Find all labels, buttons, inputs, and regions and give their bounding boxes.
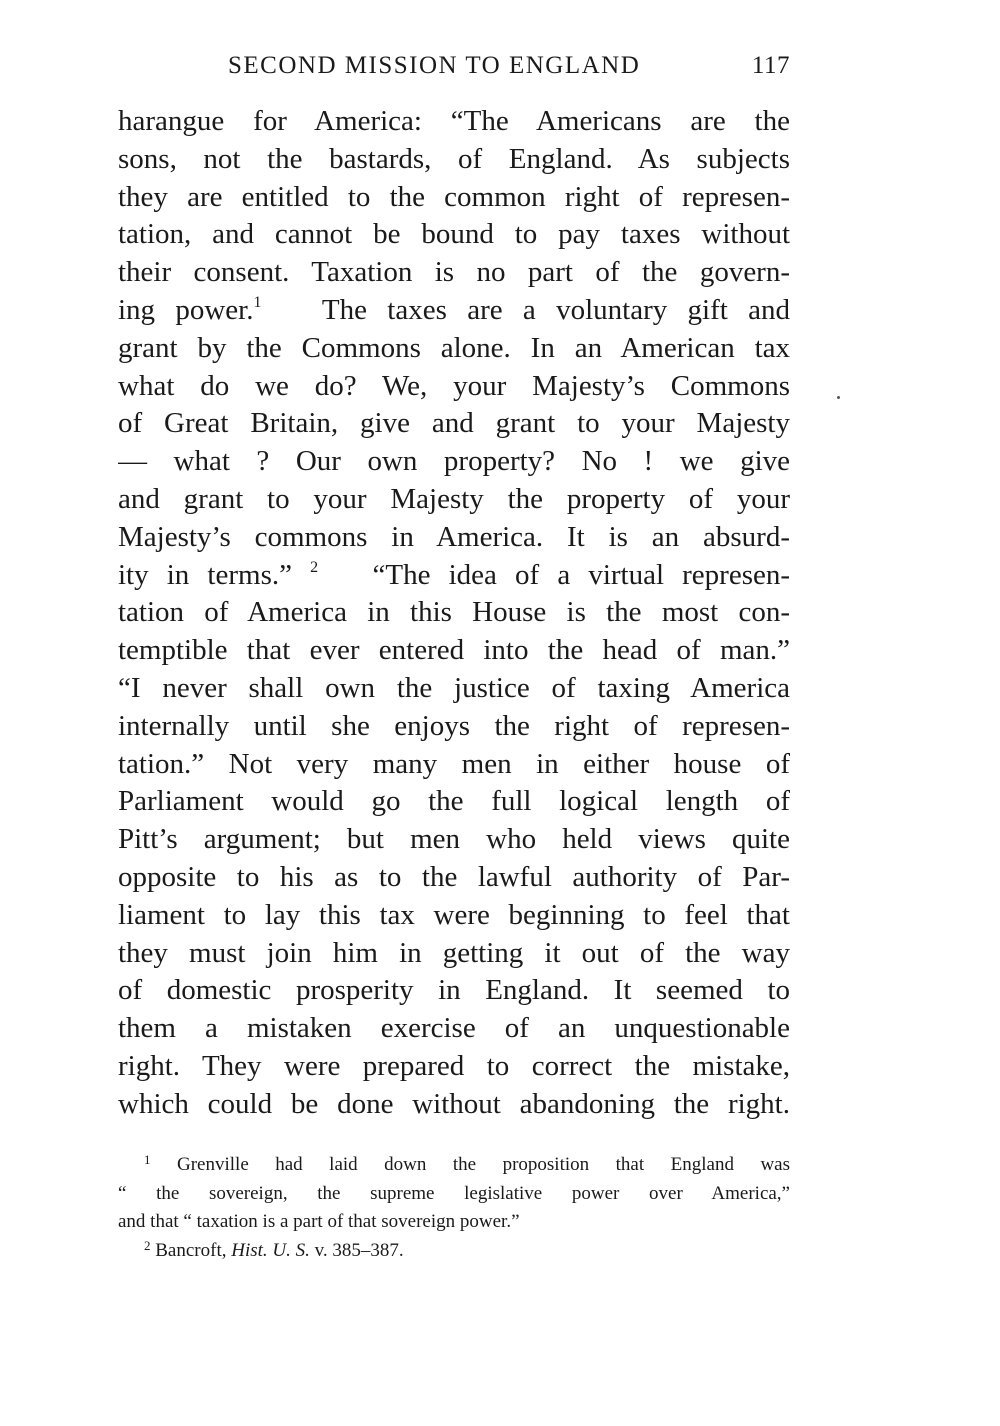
text-line: — what ? Our own property? No ! we give xyxy=(118,445,790,478)
text-line: of Great Britain, give and grant to your Majesty xyxy=(118,407,790,440)
text-line: they must join him in getting it out of the way xyxy=(118,936,790,969)
text-line: grant by the Commons alone. In an American tax xyxy=(118,331,790,364)
text-segment: ing power. xyxy=(118,293,254,326)
text-line: they are entitled to the common right of represen- xyxy=(118,180,790,213)
footnote-text: Bancroft, xyxy=(155,1239,227,1261)
text-line: their consent. Taxation is no part of the govern- xyxy=(118,256,790,289)
text-line: Majesty’s commons in America. It is an absurd- xyxy=(118,520,790,553)
text-line: right. They were prepared to correct the mistake, xyxy=(118,1049,790,1082)
running-head-title: SECOND MISSION TO ENGLAND xyxy=(228,52,641,79)
footnote-1-line: and that “ taxation is a part of that sovereign power.” xyxy=(118,1211,520,1232)
footnotes xyxy=(118,1151,790,1265)
text-line: what do we do? We, your Majesty’s Commons xyxy=(118,369,790,402)
footnote-italic-title: Hist. xyxy=(231,1239,268,1261)
text-line: which could be done without abandoning the right. xyxy=(118,1087,790,1120)
footnote-ref-1: 1 xyxy=(253,293,262,311)
running-head xyxy=(118,52,790,86)
text-line: tation, and cannot be bound to pay taxes without xyxy=(118,218,790,251)
footnote-ref-2: 2 xyxy=(310,558,319,576)
text-line: sons, not the bastards, of England. As subjects xyxy=(118,142,790,175)
text-line: internally until she enjoys the right of represen- xyxy=(118,709,790,742)
text-line: temptible that ever entered into the head of man.” xyxy=(118,634,790,667)
text-segment: “The idea of a virtual represen- xyxy=(372,558,790,591)
text-line xyxy=(118,292,790,330)
text-line: “I never shall own the justice of taxing America xyxy=(118,671,790,704)
text-line: of domestic prosperity in England. It seemed to xyxy=(118,974,790,1007)
text-line: tation of America in this House is the most con- xyxy=(118,596,790,629)
text-line: harangue for America: “The Americans are the xyxy=(118,105,790,137)
footnote-1-line: “ the sovereign, the supreme legislative power over America,” xyxy=(118,1182,790,1204)
text-line: Pitt’s argument; but men who held views quite xyxy=(118,823,790,856)
margin-speck xyxy=(837,396,840,399)
footnote-italic-title: U. S. xyxy=(272,1239,310,1261)
footnote-text: Grenville had laid down the proposition that England was xyxy=(177,1154,790,1175)
text-line: tation.” Not very many men in either house of xyxy=(118,747,790,780)
footnote-text: v. 385–387. xyxy=(314,1239,404,1261)
text-line: Parliament would go the full logical length of xyxy=(118,785,790,818)
page-number: 117 xyxy=(751,52,790,79)
text-segment: ity in terms.” xyxy=(118,558,292,591)
footnote-2-line xyxy=(118,1237,790,1266)
text-line: opposite to his as to the lawful authority of Par- xyxy=(118,860,790,893)
text-line: them a mistaken exercise of an unquestionable xyxy=(118,1012,790,1045)
text-line: and grant to your Majesty the property of your xyxy=(118,482,790,515)
footnote-mark-2: 2 xyxy=(144,1237,151,1253)
text-segment: The taxes are a voluntary gift and xyxy=(321,293,790,326)
text-line: liament to lay this tax were beginning to feel that xyxy=(118,898,790,931)
footnote-mark-1: 1 xyxy=(144,1152,151,1167)
text-line xyxy=(118,557,790,595)
body-text xyxy=(118,103,790,1124)
footnote-1-line xyxy=(118,1151,790,1180)
